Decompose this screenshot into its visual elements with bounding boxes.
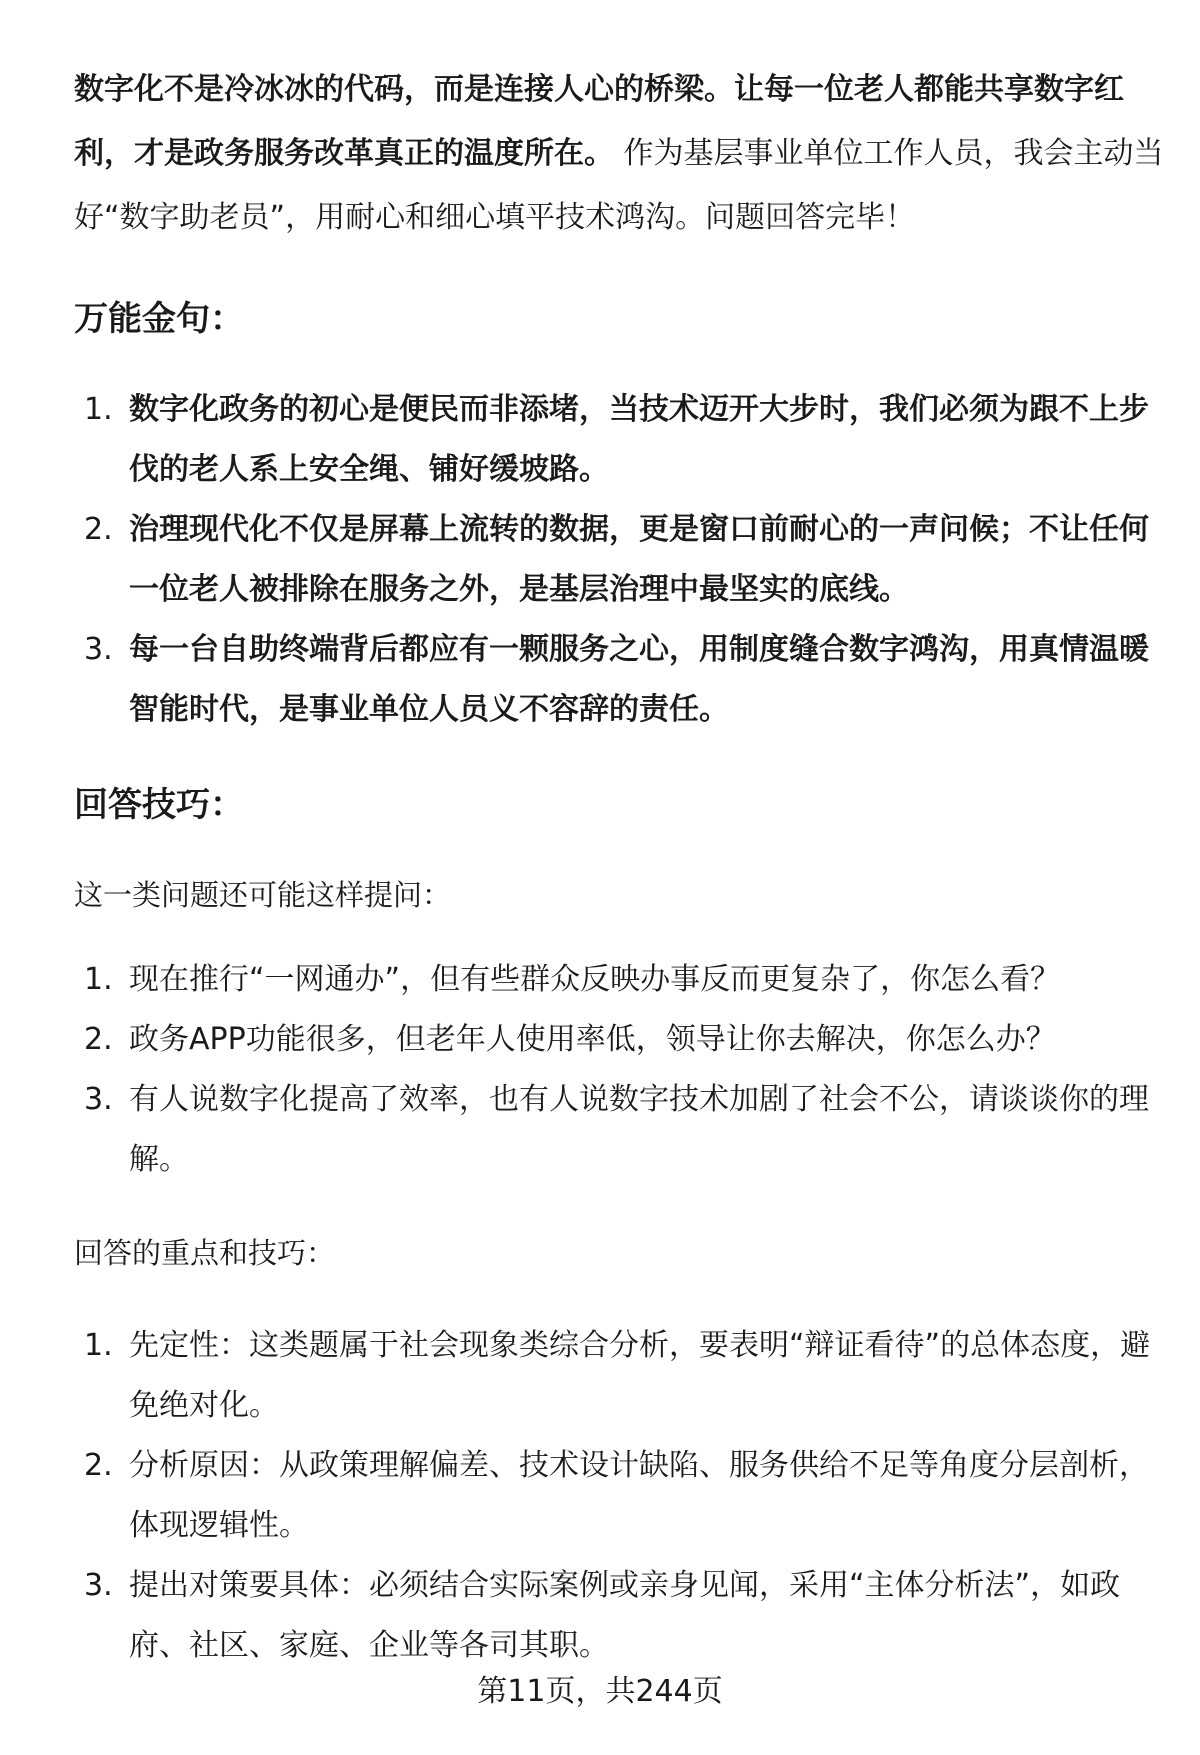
points-label: 回答的重点和技巧： — [74, 1236, 336, 1270]
page-content — [74, 58, 1164, 1676]
list-item: 3. 提出对策要具体：必须结合实际案例或亲身见闻，采用“主体分析法”，如政府、社区、家庭、企业等各司其职。 — [84, 1568, 1121, 1663]
variants-list — [74, 950, 1164, 1190]
list-item: 1. 先定性：这类题属于社会现象类综合分析，要表明“辩证看待”的总体态度，避免绝对化。 — [84, 1328, 1151, 1423]
tips-heading: 回答技巧： — [74, 785, 244, 825]
intro-bold-text: 数字化不是冷冰冰的代码，而是连接人心的桥梁。让每一位老人都能共享数字红利，才是政务服务改革真正的温度所在。 — [74, 72, 1124, 171]
list-item: 3. 每一台自助终端背后都应有一颗服务之心，用制度缝合数字鸿沟，用真情温暖智能时代，是事业单位人员义不容辞的责任。 — [84, 632, 1149, 727]
intro-paragraph — [74, 58, 1164, 250]
golden-quotes-list — [74, 380, 1164, 740]
list-item: 1. 数字化政务的初心是便民而非添堵，当技术迈开大步时，我们必须为跟不上步伐的老人系上安全绳、铺好缓坡路。 — [84, 392, 1149, 487]
list-item: 2. 政务APP功能很多，但老年人使用率低，领导让你去解决，你怎么办？ — [84, 1022, 1056, 1057]
list-item: 2. 治理现代化不仅是屏幕上流转的数据，更是窗口前耐心的一声问候；不让任何一位老人被排除在服务之外，是基层治理中最坚实的底线。 — [84, 512, 1149, 607]
page-number-footer: 第11页，共244页 — [477, 1674, 723, 1709]
variants-label: 这一类问题还可能这样提问： — [74, 878, 452, 912]
points-list — [74, 1316, 1164, 1676]
golden-quotes-heading: 万能金句： — [74, 299, 244, 339]
list-item: 3. 有人说数字化提高了效率，也有人说数字技术加剧了社会不公，请谈谈你的理解。 — [84, 1082, 1149, 1177]
intro-normal-text: 作为基层事业单位工作人员，我会主动当好“数字助老员”，用耐心和细心填平技术鸿沟。问题回答完毕！ — [74, 136, 1164, 235]
list-item: 2. 分析原因：从政策理解偏差、技术设计缺陷、服务供给不足等角度分层剖析，体现逻辑性。 — [84, 1448, 1149, 1543]
list-item: 1. 现在推行“一网通办”，但有些群众反映办事反而更复杂了，你怎么看？ — [84, 962, 1061, 997]
